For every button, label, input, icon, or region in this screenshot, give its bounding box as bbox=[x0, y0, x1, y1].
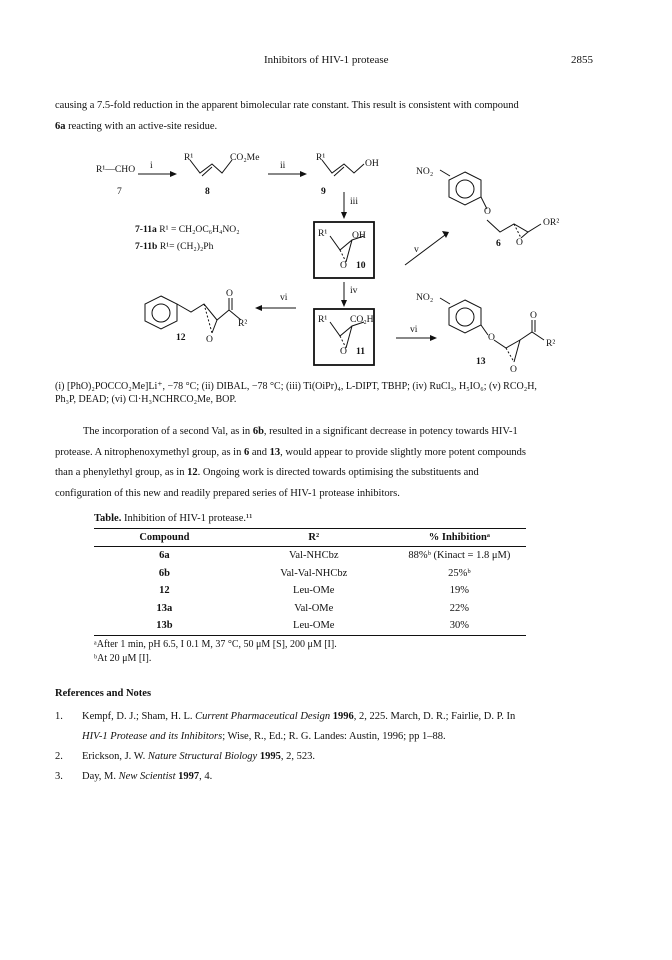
label-r1-8: R¹ bbox=[184, 152, 194, 163]
scheme-drawing bbox=[0, 140, 672, 400]
table-row: 12 Leu-OMe 19% bbox=[159, 585, 469, 597]
reference-item-2: 2. Erickson, J. W. Nature Structural Biology 1995, 2, 523. bbox=[55, 751, 315, 762]
label-o-12-carbonyl: O bbox=[226, 288, 233, 299]
label-o-12: O bbox=[206, 334, 213, 345]
arrow-vi-right bbox=[396, 335, 437, 341]
compound-label-6: 6 bbox=[496, 238, 501, 249]
label-o-10: O bbox=[340, 260, 347, 271]
table-row: 13b Leu-OMe 30% bbox=[94, 617, 526, 635]
label-o-13-ether: O bbox=[488, 332, 495, 343]
inhibition-table bbox=[94, 528, 526, 666]
compound-label-13: 13 bbox=[476, 356, 486, 367]
compound-12-ring bbox=[145, 296, 177, 329]
table-footnotes bbox=[94, 638, 526, 666]
label-o-11: O bbox=[340, 346, 347, 357]
step-vi-left: vi bbox=[280, 292, 288, 303]
arrow-ii bbox=[268, 171, 307, 177]
table-caption: Table. Inhibition of HIV-1 protease.¹¹ bbox=[94, 513, 253, 524]
body-line-2: protease. A nitrophenoxymethyl group, as in 6 and 13, would appear to provide slightly more potent compounds bbox=[55, 446, 526, 458]
step-ii: ii bbox=[280, 160, 286, 171]
reference-item-3: 3. Day, M. New Scientist 1997, 4. bbox=[55, 771, 213, 782]
label-or2: OR² bbox=[543, 217, 560, 228]
label-co2me: CO₂Me bbox=[230, 152, 260, 163]
compound-label-12: 12 bbox=[176, 332, 186, 343]
intro-line-1: causing a 7.5-fold reduction in the apparent bimolecular rate constant. This result is consistent with compound bbox=[55, 100, 519, 111]
step-iv: iv bbox=[350, 285, 358, 296]
body-paragraph bbox=[55, 422, 618, 504]
references-heading: References and Notes bbox=[55, 688, 152, 699]
conditions-line-2: Ph₃P, DEAD; (vi) Cl·H₃NCHRCO₂Me, BOP. bbox=[55, 393, 237, 405]
conditions-line-1: (i) [PhO)₂POCCO₂Me]Li⁺, −78 °C; (ii) DIBAL, −78 °C; (iii) Ti(OiPr)₄, L-DIPT, TBHP; (iv) RuCl₃, H₅IO₆; (v) RCO₂H, bbox=[55, 381, 537, 392]
compound-label-8: 8 bbox=[205, 186, 210, 197]
header-inhibition: % Inhibitionᵃ bbox=[428, 532, 490, 543]
header-compound: Compound bbox=[139, 532, 190, 543]
label-o-13-carbonyl: O bbox=[530, 310, 537, 321]
arrow-i bbox=[138, 171, 177, 177]
label-oh-9: OH bbox=[365, 158, 379, 169]
reference-item-1: 1. Kempf, D. J.; Sham, H. L. Current Pharmaceutical Design 1996, 2, 225. March, D. R.; Fairlie, D. P. In HIV-1 Protease and its Inhibitors; Wise, R., Ed.; R. G. Landes: Austin, 1996; pp 1–88. bbox=[55, 711, 516, 742]
compound-13-ring bbox=[449, 300, 481, 333]
table-row: 6b Val-Val-NHCbz 25%ᵇ bbox=[158, 567, 471, 579]
label-o-13: O bbox=[510, 364, 517, 375]
compound-6-ring bbox=[449, 172, 481, 205]
scheme-conditions bbox=[55, 381, 618, 406]
reaction-scheme bbox=[0, 140, 672, 400]
arrow-iii bbox=[341, 192, 347, 219]
label-r2-12: R² bbox=[238, 318, 248, 329]
label-o-6: O bbox=[516, 237, 523, 248]
label-r1-10: R¹ bbox=[318, 228, 328, 239]
body-line-3: than a phenylethyl group, as in 12. Ongoing work is directed towards optimising the substituents and bbox=[55, 467, 479, 478]
body-line-1: The incorporation of a second Val, as in 6b, resulted in a significant decrease in potency towards HIV-1 bbox=[83, 426, 518, 437]
table-row: 13a Val-OMe 22% bbox=[156, 602, 469, 614]
compound-label-10: 10 bbox=[356, 260, 366, 271]
label-r2-13: R² bbox=[546, 338, 556, 349]
compound-9-chain bbox=[322, 160, 364, 173]
step-iii: iii bbox=[350, 196, 358, 207]
arrow-iv bbox=[341, 282, 347, 307]
compound-ref-6a: 6a bbox=[55, 120, 66, 132]
header-r2: R² bbox=[308, 532, 320, 543]
compound-label-11: 11 bbox=[356, 346, 366, 357]
label-r1-cho: R¹—CHO bbox=[96, 164, 136, 175]
def-11b: 7-11b R¹= (CH₂)₂Ph bbox=[135, 241, 214, 252]
references-list bbox=[55, 707, 618, 787]
compound-label-7: 7 bbox=[117, 186, 122, 197]
table-row: 6a Val-NHCbz 88%ᵇ (Kinact = 1.8 μM) bbox=[159, 550, 511, 562]
def-11a: 7-11a R¹ = CH₂OC₆H₄NO₂ bbox=[135, 224, 240, 235]
running-title: Inhibitors of HIV-1 protease bbox=[264, 54, 389, 66]
step-i: i bbox=[150, 160, 153, 171]
intro-paragraph bbox=[55, 96, 618, 137]
step-v: v bbox=[414, 244, 419, 255]
label-no2-6: NO₂ bbox=[416, 166, 434, 177]
label-no2-13: NO₂ bbox=[416, 292, 434, 303]
footnote-a: ᵃAfter 1 min, pH 6.5, I 0.1 M, 37 °C, 50 μM [S], 200 μM [I]. bbox=[94, 638, 337, 650]
arrow-vi-left bbox=[255, 305, 296, 311]
compound-8-chain bbox=[190, 160, 232, 173]
label-r1-11: R¹ bbox=[318, 314, 328, 325]
body-line-4: configuration of this new and readily prepared series of HIV-1 protease inhibitors. bbox=[55, 487, 400, 499]
compound-label-9: 9 bbox=[321, 186, 326, 197]
step-vi-right: vi bbox=[410, 324, 418, 335]
label-r1-9: R¹ bbox=[316, 152, 326, 163]
footnote-b: ᵇAt 20 μM [I]. bbox=[94, 652, 152, 664]
label-oh-10: OH bbox=[352, 230, 366, 241]
intro-line-2: 6a reacting with an active-site residue. bbox=[55, 120, 218, 132]
label-co2h: CO₂H bbox=[350, 314, 374, 325]
label-o-6-ether: O bbox=[484, 206, 491, 217]
arrow-v bbox=[405, 231, 449, 265]
page-number: 2855 bbox=[571, 54, 593, 66]
